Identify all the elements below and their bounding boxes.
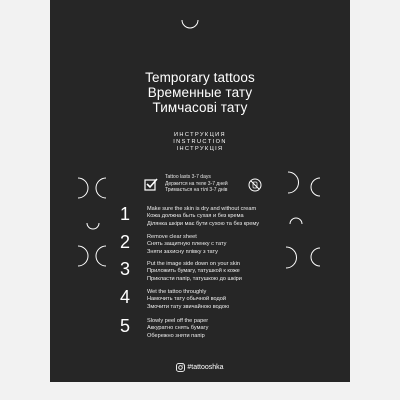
- step-line-en: Make sure the skin is dry and without cream: [147, 206, 257, 212]
- title-en: Temporary tattoos: [145, 70, 255, 85]
- duration-ru: Держится на теле 3-7 дней: [165, 180, 228, 187]
- moon-phase-icon: [311, 178, 320, 196]
- moon-phase-icon: [87, 223, 99, 229]
- instruction-heading-ru: ИНСТРУКЦИЯ: [174, 132, 226, 138]
- instruction-heading: [50, 132, 350, 153]
- moon-phase-icon: [182, 20, 198, 28]
- step-line-uk: Обережно зняти папір: [147, 332, 205, 339]
- moon-phase-icon: [288, 172, 299, 193]
- step-line-ru: Аккуратно снять бумагу: [147, 325, 209, 332]
- step-line-en: Remove clear sheet: [147, 234, 197, 240]
- duration-uk: Тримається на тілі 3-7 днів: [165, 187, 228, 194]
- instruction-heading-en: INSTRUCTION: [173, 139, 227, 145]
- step-text: [147, 318, 208, 340]
- step-line-en: Wet the tattoo throughly: [147, 289, 207, 295]
- step-line-uk: Зняти захисну плівку з тату: [147, 248, 218, 255]
- instagram-icon: [176, 363, 185, 372]
- step-number: 1: [120, 204, 131, 224]
- step-number: 4: [120, 287, 131, 307]
- checkmark-box-icon: [144, 178, 158, 192]
- duration-en: Tattoo lasts 3-7 days: [165, 174, 211, 180]
- moon-phase-icon: [78, 246, 88, 266]
- instruction-heading-uk: ІНСТРУКЦІЯ: [176, 146, 224, 152]
- title-ru: Временные тату: [147, 85, 253, 100]
- step-line-uk: Змочити тату звичайною водою: [147, 303, 230, 310]
- moon-phase-icon: [311, 248, 320, 266]
- instagram-handle[interactable]: #tattooshka: [187, 364, 224, 371]
- step-line-en: Put the image side down on your skin: [147, 261, 240, 267]
- moon-phase-icon: [290, 218, 302, 224]
- step-line-uk: Прикласти папір, татушкою до шкіри: [147, 275, 242, 282]
- duration-text: [165, 174, 228, 194]
- step-text: [147, 234, 226, 256]
- no-cream-icon: [248, 178, 262, 192]
- step-line-ru: Приложить бумагу, татушкой к коже: [147, 268, 240, 275]
- title-block: [50, 70, 350, 115]
- moon-phase-icon: [96, 246, 106, 266]
- step-text: [147, 289, 229, 311]
- step-text: [147, 206, 259, 228]
- step-line-en: Slowly peel off the paper: [147, 318, 209, 324]
- step-number: 2: [120, 232, 131, 252]
- step-number: 3: [120, 259, 131, 279]
- moon-phase-icon: [96, 178, 106, 198]
- step-line-ru: Кожа должна быть сухая и без крема: [147, 213, 244, 220]
- step-line-uk: Ділянка шкіри має бути сухою та без крему: [147, 220, 260, 227]
- moon-phase-icon: [286, 247, 297, 268]
- step-number: 5: [120, 316, 131, 336]
- moon-phase-icon: [78, 178, 88, 198]
- duration-info: [144, 174, 254, 200]
- step-line-ru: Намочить тату обычной водой: [147, 296, 227, 303]
- step-text: [147, 261, 242, 283]
- step-line-ru: Снять защитную пленку с тату: [147, 241, 227, 248]
- instruction-card: [50, 0, 350, 382]
- title-uk: Тимчасові тату: [152, 100, 248, 115]
- footer: [50, 363, 350, 372]
